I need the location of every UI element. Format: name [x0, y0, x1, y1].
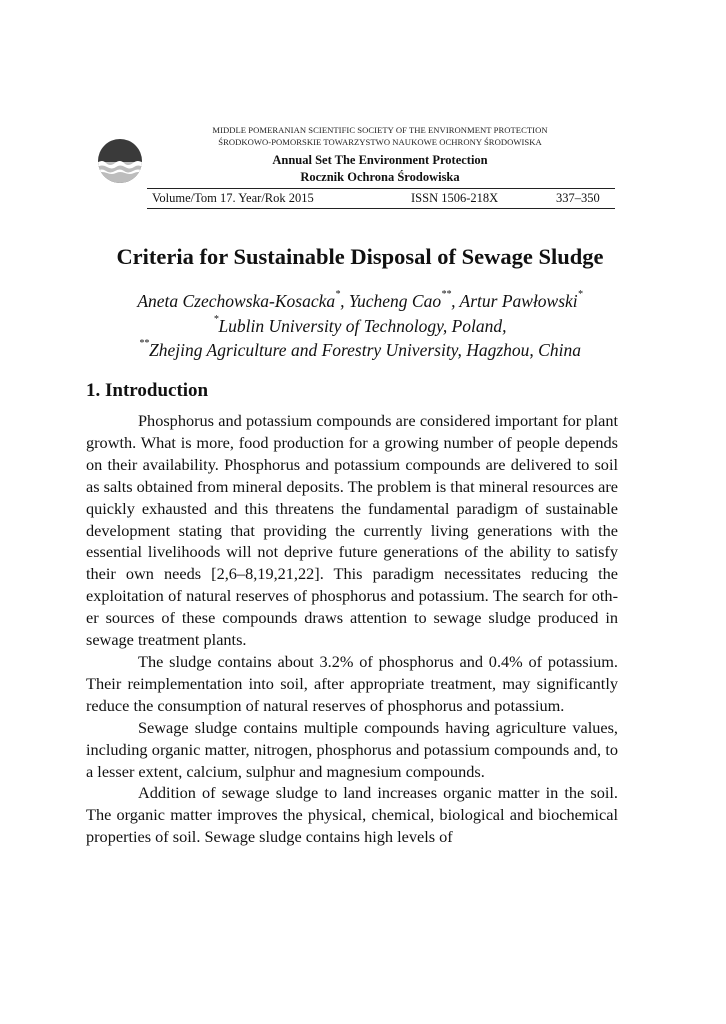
paragraph: Sewage sludge contains multiple compounds having agriculture values, including organic matter, nitrogen, phosphorus and potassium compounds and, to a lesser extent, calcium, sulphur and magnesium compounds. [86, 717, 618, 781]
affiliation [40, 340, 680, 361]
author-mark: ** [441, 289, 452, 300]
journal-title-pl: Rocznik Ochrona Środowiska [300, 170, 460, 184]
author-name: Yucheng Cao [348, 291, 442, 311]
org-name-en: MIDDLE POMERANIAN SCIENTIFIC SOCIETY OF THE ENVIRONMENT PROTECTION [212, 125, 548, 135]
page-range: 337–350 [556, 191, 600, 205]
author-mark: * [335, 289, 341, 300]
header-rule-bottom [147, 208, 615, 209]
article-title: Criteria for Sustainable Disposal of Sewage Sludge [116, 244, 604, 269]
author-name: Artur Pawłowski [459, 291, 578, 311]
section-heading: 1. Introduction [86, 380, 209, 401]
author-mark: * [577, 289, 583, 300]
paragraph: Addition of sewage sludge to land increases organic matter in the soil. The organic matter improves the physical, chemical, biological and biochemical properties of soil. Sewage sludge contains high levels of [86, 783, 618, 847]
society-logo-icon [97, 138, 143, 184]
body-text [86, 410, 618, 848]
affiliation-text: Zhejing Agriculture and Forestry University, Hagzhou, China [149, 340, 581, 360]
affiliation-mark: ** [139, 338, 149, 349]
journal-title-en: Annual Set The Environment Protection [272, 153, 488, 167]
affiliation-mark: * [213, 314, 219, 325]
issn: ISSN 1506-218X [411, 191, 499, 205]
affiliation-text: Lublin University of Technology, Poland, [218, 316, 507, 336]
author-list: Aneta Czechowska-Kosacka*, Yucheng Cao**, Artur Pawłowski* [137, 289, 583, 311]
header-rule-top [147, 188, 615, 189]
volume-info: Volume/Tom 17. Year/Rok 2015 [152, 191, 314, 205]
paragraph: Phosphorus and potassium compounds are considered important for plant growth. What is more, food production for a growing number of people depends on their availability. Phosphorus and potassium compounds are delivered to soil as salts obtained from mineral deposits. The problem is that mineral resources are quickly exhausted and this threatens the fundamental paradigm of sustainable development stating that providing the currently living generations with the essential livelihoods will not deprive future generations of the ability to satisfy their own needs [2,6–8,19,21,22]. This paradigm necessitates reducing the exploitation of natural reserves of phosphorus and potassium. The search for other sources of these compounds draws attention to sewage sludge produced in sewage treatment plants. [86, 411, 618, 650]
affiliation [40, 316, 680, 337]
author-name: Aneta Czechowska-Kosacka [137, 291, 336, 311]
paragraph: The sludge contains about 3.2% of phosphorus and 0.4% of potassium. Their reimplementation into soil, after appropriate treatment, may significantly reduce the consumption of natural reserves of phosphorus and potassium. [86, 651, 618, 715]
org-name-pl: ŚRODKOWO-POMORSKIE TOWARZYSTWO NAUKOWE OCHRONY ŚRODOWISKA [218, 137, 542, 147]
